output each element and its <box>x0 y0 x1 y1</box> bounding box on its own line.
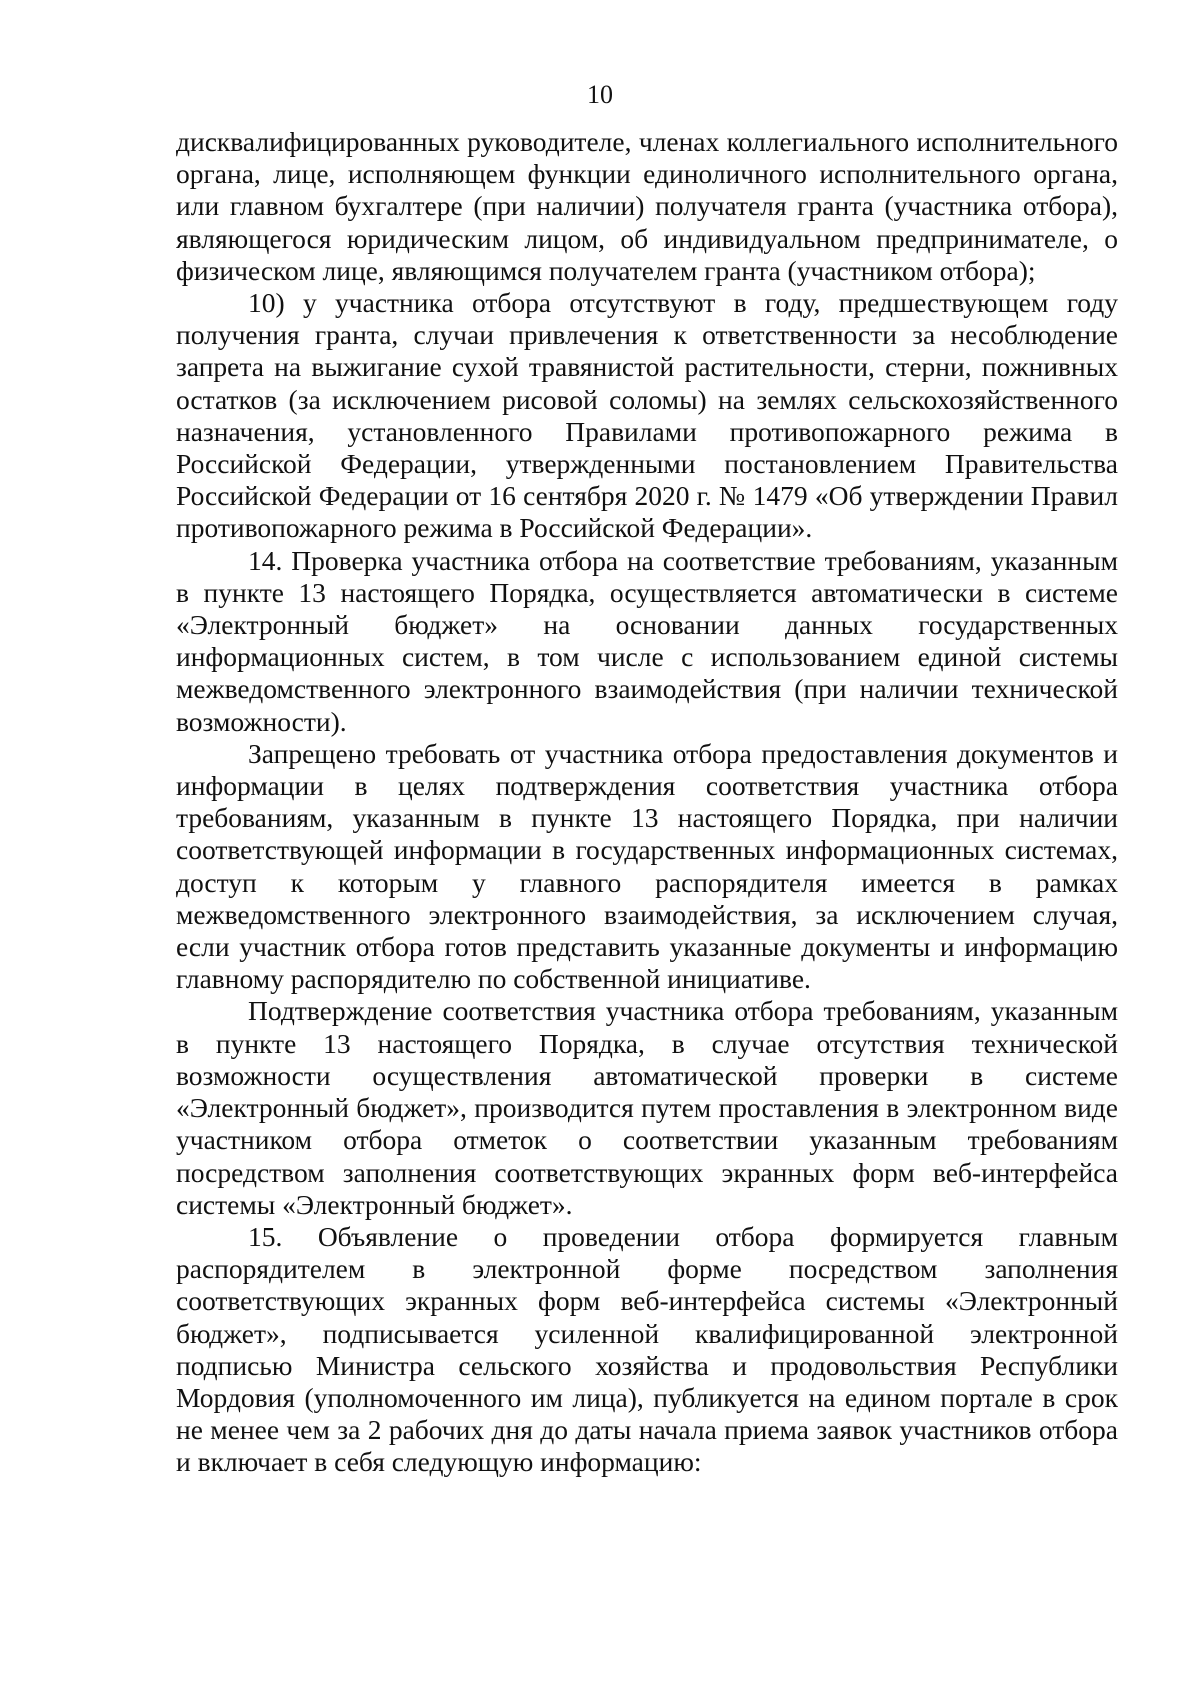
paragraph-prohibition: Запрещено требовать от участника отбора предоставления документов и информации в целях подтверждения соответствия участника отбора требованиям, указанным в пункте 13 настоящего Порядка, при наличии соответствующей информации в государственных информационных системах, доступ к которым у главного распорядителя имеется в рамках межведомственного электронного взаимодействия, за исключением случая, если участник отбора готов представить указанные документы и информацию главному распорядителю по собственной инициативе. <box>176 737 1118 995</box>
paragraph-item-10: 10) у участника отбора отсутствуют в году, предшествующем году получения гранта, случаи привлечения к ответственности за несоблюдение запрета на выжигание сухой травянистой растительности, стерни, пожнивных остатков (за исключением рисовой соломы) на землях сельскохозяйственного назначения, установленного Правилами противопожарного режима в Российской Федерации, утвержденными постановлением Правительства Российской Федерации от 16 сентября 2020 г. № 1479 «Об утверждении Правил противопожарного режима в Российской Федерации». <box>176 287 1118 544</box>
paragraph-continuation: дисквалифицированных руководителе, членах коллегиального исполнительного органа, лице, исполняющем функции единоличного исполнительного органа, или главном бухгалтере (при наличии) получателя гранта (участника отбора), являющегося юридическим лицом, об индивидуальном предпринимателе, о физическом лице, являющимся получателем гранта (участником отбора); <box>176 126 1118 286</box>
page-number: 10 <box>587 80 613 109</box>
document-body <box>176 126 1118 1479</box>
paragraph-confirmation: Подтверждение соответствия участника отбора требованиям, указанным в пункте 13 настоящего Порядка, в случае отсутствия технической возможности осуществления автоматической проверки в системе «Электронный бюджет», производится путем проставления в электронном виде участником отбора отметок о соответствии указанным требованиям посредством заполнения соответствующих экранных форм веб-интерфейса системы «Электронный бюджет». <box>176 995 1118 1220</box>
paragraph-clause-15: 15. Объявление о проведении отбора формируется главным распорядителем в электронной форме посредством заполнения соответствующих экранных форм веб-интерфейса системы «Электронный бюджет», подписывается усиленной квалифицированной электронной подписью Министра сельского хозяйства и продовольствия Республики Мордовия (уполномоченного им лица), публикуется на едином портале в срок не менее чем за 2 рабочих дня до даты начала приема заявок участников отбора и включает в себя следующую информацию: <box>176 1220 1118 1478</box>
paragraph-clause-14: 14. Проверка участника отбора на соответствие требованиям, указанным в пункте 13 настоящего Порядка, осуществляется автоматически в системе «Электронный бюджет» на основании данных государственных информационных систем, в том числе с использованием единой системы межведомственного электронного взаимодействия (при наличии технической возможности). <box>176 544 1118 737</box>
